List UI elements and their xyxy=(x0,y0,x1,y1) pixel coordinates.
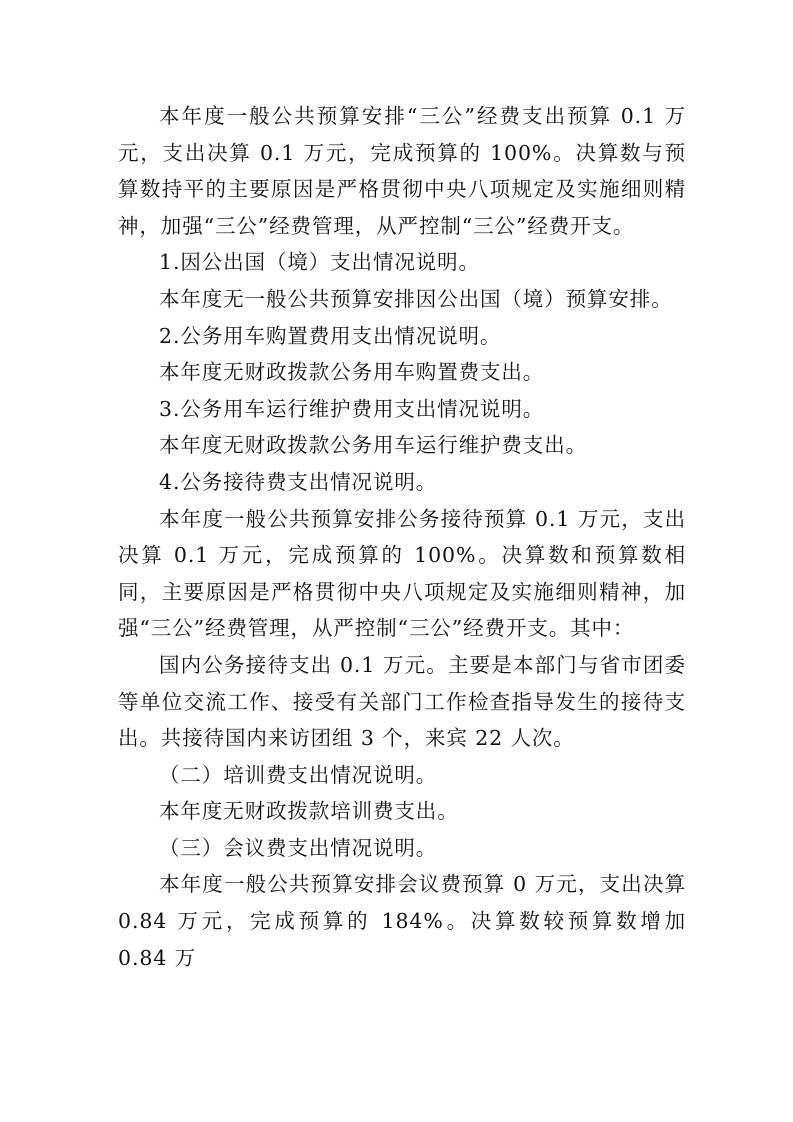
paragraph-training-fees: 本年度无财政拨款培训费支出。 xyxy=(159,799,459,824)
heading-official-reception: 4.公务接待费支出情况说明。 xyxy=(159,469,438,494)
paragraph-vehicle-purchase: 本年度无财政拨款公务用车购置费支出。 xyxy=(159,360,545,385)
paragraph-domestic-reception: 国内公务接待支出 0.1 万元。主要是本部门与省市团委等单位交流工作、接受有关部门工作检查指导发生的接待支出。共接待国内来访团组 3 个，来宾 22 人次。 xyxy=(118,652,686,751)
paragraph-meeting-fees: 本年度一般公共预算安排会议费预算 0 万元，支出决算 0.84 万元，完成预算的 184%。决算数较预算数增加 0.84 万 xyxy=(118,872,686,970)
heading-overseas-travel: 1.因公出国（境）支出情况说明。 xyxy=(159,250,480,275)
document-body xyxy=(118,98,686,976)
heading-vehicle-maintenance: 3.公务用车运行维护费用支出情况说明。 xyxy=(159,396,545,421)
paragraph-three-public-overview: 本年度一般公共预算安排“三公”经费支出预算 0.1 万元，支出决算 0.1 万元，完成预算的 100%。决算数与预算数持平的主要原因是严格贯彻中央八项规定及实施细则精神，加强“三公”经费管理，从严控制“三公”经费开支。 xyxy=(118,104,686,238)
heading-training-fees: （二）培训费支出情况说明。 xyxy=(159,762,438,787)
paragraph-official-reception: 本年度一般公共预算安排公务接待预算 0.1 万元，支出决算 0.1 万元，完成预算的 100%。决算数和预算数相同，主要原因是严格贯彻中央八项规定及实施细则精神，加强“三公”经费管理，从严控制“三公”经费开支。其中： xyxy=(118,506,686,641)
heading-vehicle-purchase: 2.公务用车购置费用支出情况说明。 xyxy=(159,323,502,348)
paragraph-vehicle-maintenance: 本年度无财政拨款公务用车运行维护费支出。 xyxy=(159,433,587,458)
heading-meeting-fees: （三）会议费支出情况说明。 xyxy=(159,835,438,860)
paragraph-overseas-travel: 本年度无一般公共预算安排因公出国（境）预算安排。 xyxy=(159,286,673,311)
